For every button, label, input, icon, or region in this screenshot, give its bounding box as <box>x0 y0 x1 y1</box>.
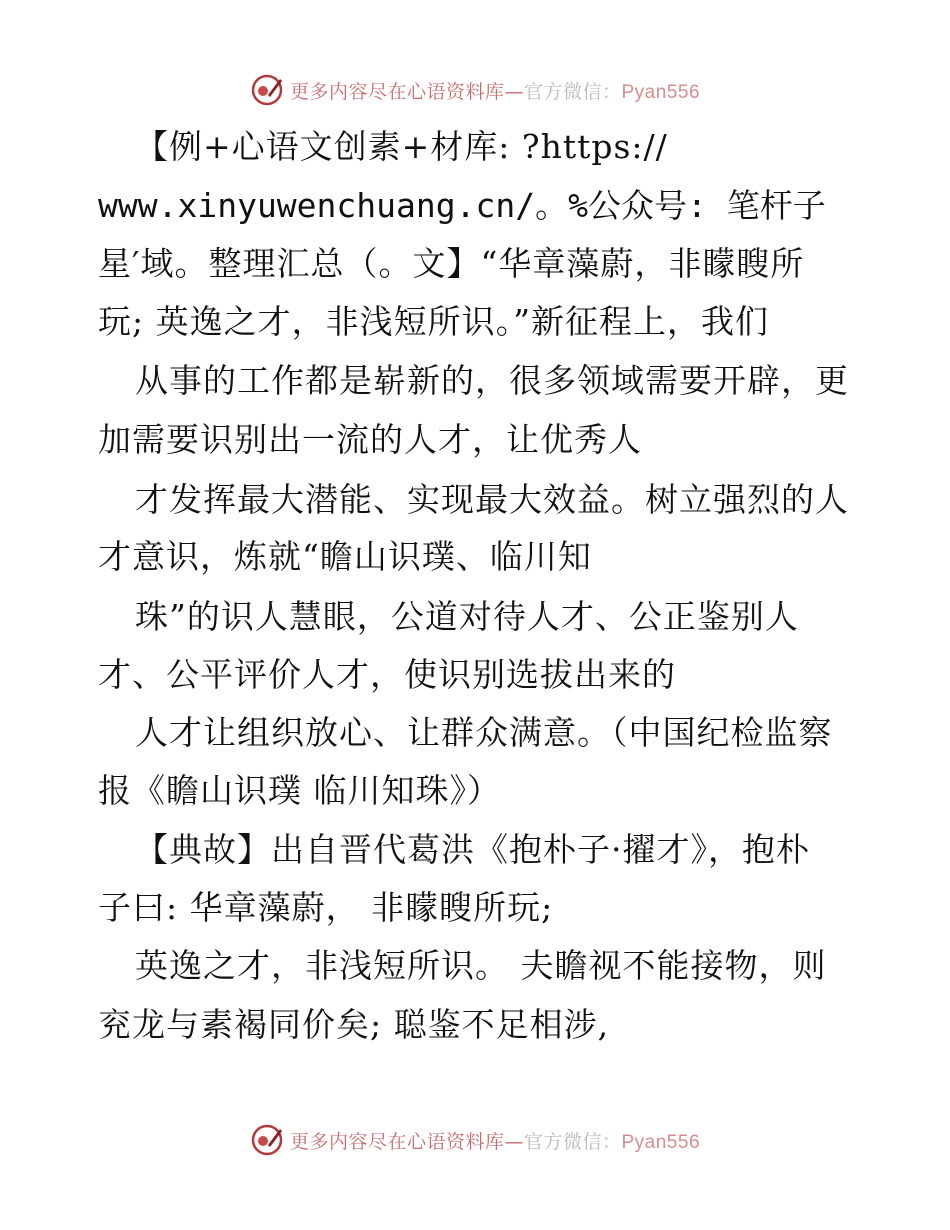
watermark-text: 更多内容尽在心语资料库—官方微信：Pyan556 <box>289 1130 701 1153</box>
footer-watermark <box>0 1120 950 1160</box>
text-line: 【典故】出自晋代葛洪《抱朴子·擢才》，抱朴 <box>135 830 810 869</box>
text-line: 才意识，炼就“瞻山识璞、临川知 <box>98 537 592 576</box>
text-line: 【例+心语文创素+材库: ?https:// <box>135 127 668 166</box>
text-line: 加需要识别出一流的人才，让优秀人 <box>98 420 642 459</box>
text-line: 星′域。整理汇总（。文】“华章藻蔚，非矇瞍所 <box>98 244 805 283</box>
text-line: 报《瞻山识璞 临川知珠》） <box>98 771 501 810</box>
text-line: 子曰: 华章藻蔚， 非矇瞍所玩; <box>98 888 554 927</box>
text-line: www.xinyuwenchuang.cn/。%公众号: 笔杆子 <box>98 186 826 225</box>
header-watermark <box>0 70 950 110</box>
text-line: 从事的工作都是崭新的，很多领域需要开辟，更 <box>135 361 849 400</box>
text-line: 才、公平评价人才，使识别选拔出来的 <box>98 655 676 694</box>
pen-logo-icon <box>250 1123 284 1157</box>
text-line: 英逸之才，非浅短所识。 夫瞻视不能接物，则 <box>135 946 827 985</box>
text-line: 玩; 英逸之才，非浅短所识。”新征程上，我们 <box>98 302 769 341</box>
text-line: 兖龙与素褐同价矣; 聪鉴不足相涉, <box>98 1005 610 1044</box>
text-line: 人才让组织放心、让群众满意。（中国纪检监察 <box>135 713 833 752</box>
pen-logo-icon <box>250 73 284 107</box>
watermark-text: 更多内容尽在心语资料库—官方微信：Pyan556 <box>289 80 701 103</box>
text-line: 珠”的识人慧眼，公道对待人才、公正鉴别人 <box>135 597 799 636</box>
text-line: 才发挥最大潜能、实现最大效益。树立强烈的人 <box>135 480 849 519</box>
